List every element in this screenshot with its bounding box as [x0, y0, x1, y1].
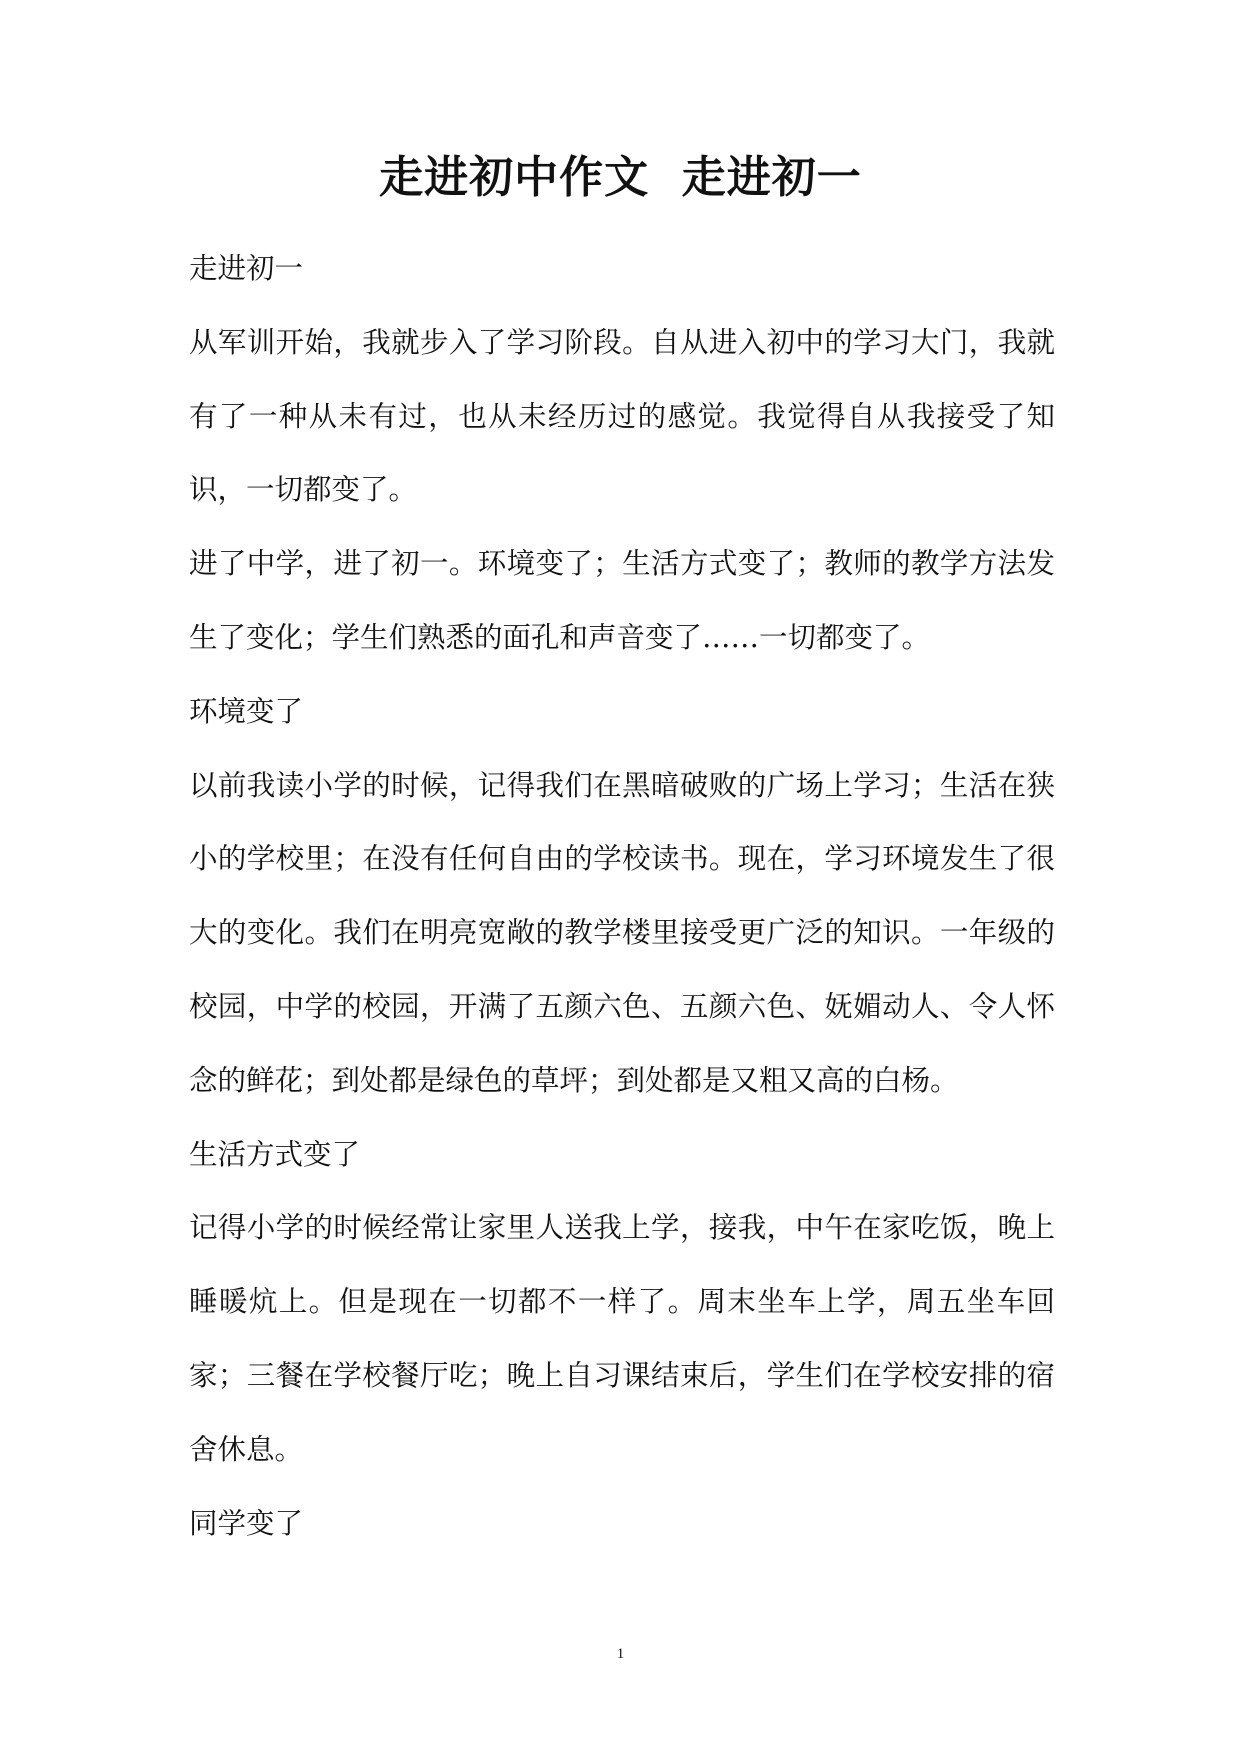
page-number: 1 [616, 1646, 625, 1662]
paragraph: 从军训开始，我就步入了学习阶段。自从进入初中的学习大门，我就有了一种从未有过，也从未经历过的感觉。我觉得自从我接受了知识，一切都变了。 [189, 325, 1055, 507]
section-heading: 生活方式变了 [189, 1137, 361, 1171]
paragraph-heading: 走进初一 [189, 252, 304, 285]
paragraph: 以前我读小学的时候，记得我们在黑暗破败的广场上学习；生活在狭小的学校里；在没有任何自由的学校读书。现在，学习环境发生了很大的变化。我们在明亮宽敞的教学楼里接受更广泛的知识。一年级的校园，中学的校园，开满了五颜六色、五颜六色、妩媚动人、令人怀念的鲜花；到处都是绿色的草坪；到处都是又粗又高的白杨。 [189, 768, 1055, 1097]
section-heading: 同学变了 [189, 1506, 304, 1540]
paragraph: 进了中学，进了初一。环境变了；生活方式变了；教师的教学方法发生了变化；学生们熟悉的面孔和声音变了……一切都变了。 [189, 547, 1055, 654]
page-title: 走进初中作文 走进初一 [379, 152, 862, 203]
document-body [189, 232, 1055, 1560]
paragraph: 记得小学的时候经常让家里人送我上学，接我，中午在家吃饭，晚上睡暖炕上。但是现在一切都不一样了。周末坐车上学，周五坐车回家；三餐在学校餐厅吃；晚上自习课结束后，学生们在学校安排的宿舍休息。 [189, 1211, 1055, 1466]
section-heading: 环境变了 [189, 694, 304, 728]
